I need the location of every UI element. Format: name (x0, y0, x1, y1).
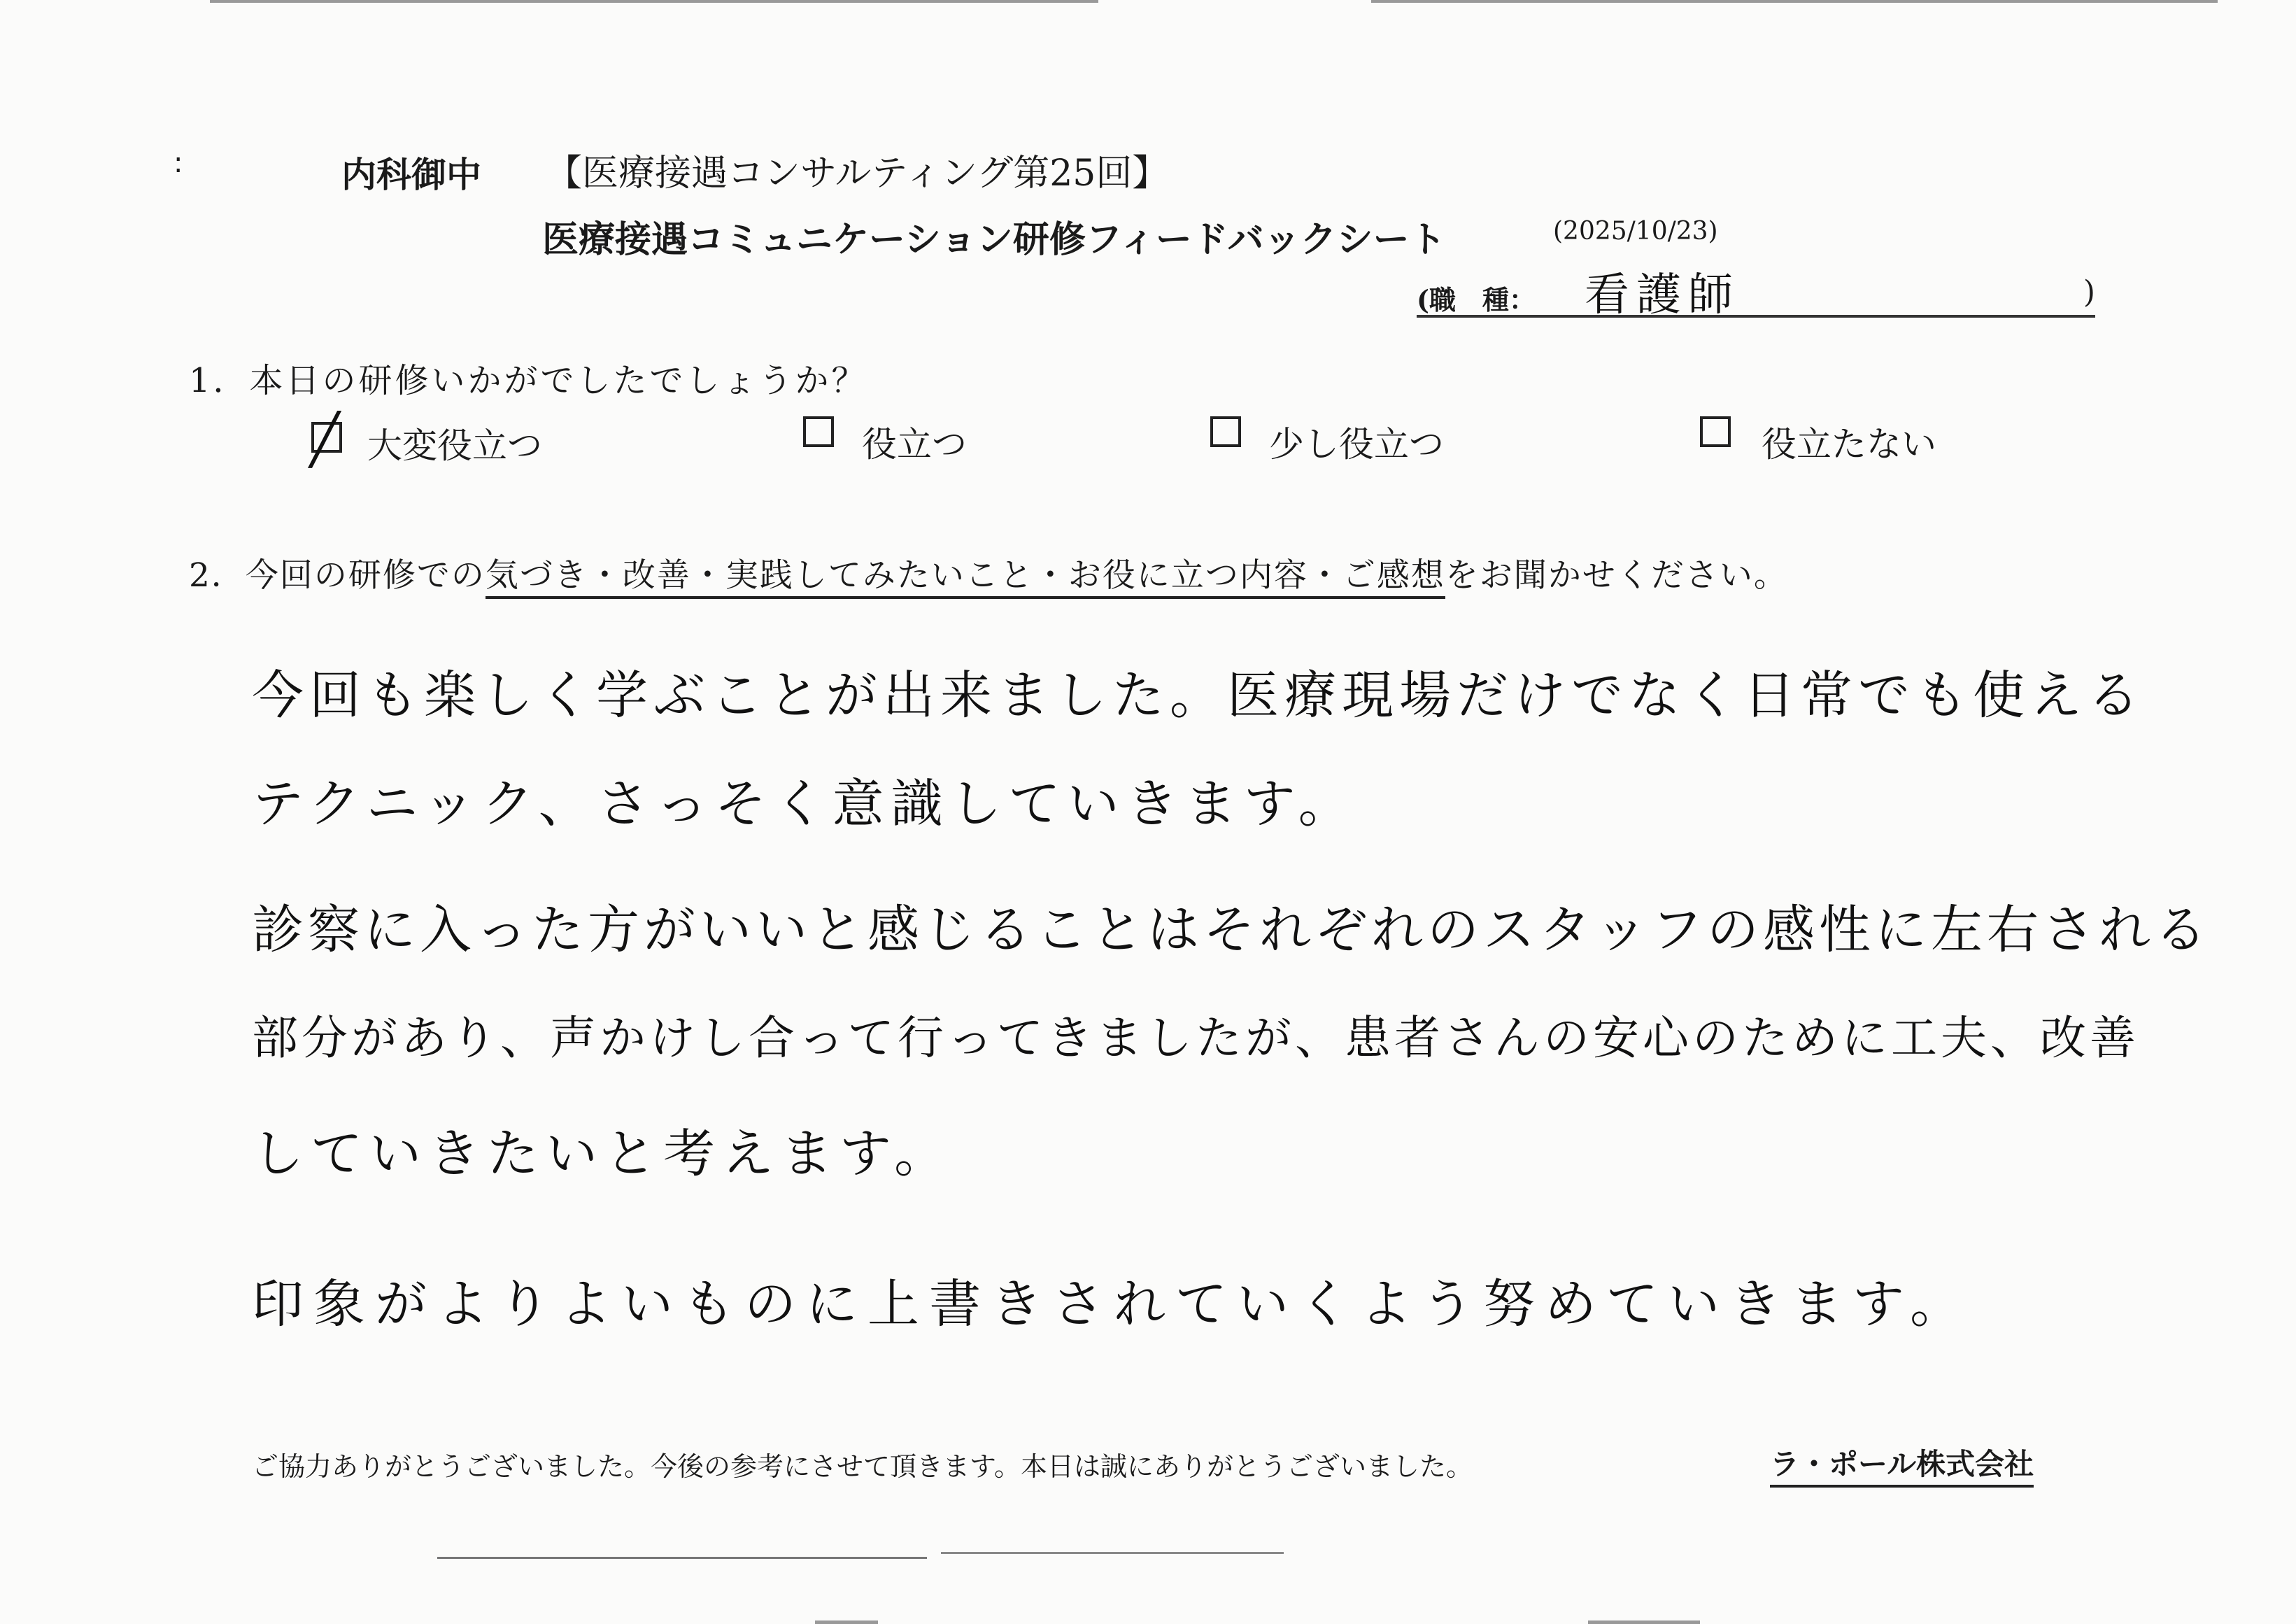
bottom-rule-right (941, 1552, 1284, 1554)
bottom-rule-left (437, 1557, 927, 1559)
company-name: ラ・ポール株式会社 (1770, 1441, 2034, 1488)
sheet-date: (2025/10/23) (1553, 217, 1718, 246)
q2-prefix: 2．今回の研修での (189, 556, 486, 595)
bottom-scan-mark-2 (1588, 1621, 1700, 1624)
series-title: 【医療接遇コンサルティング第25回】 (546, 153, 1169, 195)
check-mark-icon: ╱ (310, 411, 340, 468)
answer-line-2: テクニック、さっそく意識していきます。 (252, 774, 1357, 834)
answer-line-1: 今回も楽しく学ぶことが出来ました。医療現場だけでなく日常でも使える (252, 665, 2145, 726)
job-value: 看護師 (1585, 269, 1740, 321)
top-scan-line-left (210, 0, 1098, 3)
addressee: 内科御中 (341, 154, 481, 195)
q1-option-label: 役立つ (862, 424, 967, 465)
checkbox[interactable] (803, 416, 834, 447)
q1-option-label: 役立たない (1762, 424, 1936, 465)
job-close: ) (2083, 274, 2095, 310)
checkbox[interactable] (1210, 416, 1241, 447)
answer-line-5: していきたいと考えます。 (252, 1124, 954, 1184)
job-field (1417, 266, 2095, 321)
q1-option-label: 少し役立つ (1269, 424, 1444, 465)
q2-suffix: をお聞かせください。 (1445, 556, 1788, 595)
margin-mark: : (173, 147, 183, 179)
sheet-title: 医療接遇コミュニケーション研修フィードバックシート (542, 218, 1446, 261)
q1-question: 1．本日の研修いかがでしたでしょうか？ (189, 361, 868, 400)
answer-line-4: 部分があり、声かけし合って行ってきましたが、患者さんの安心のために工夫、改善 (252, 1011, 2139, 1065)
checkbox[interactable] (1700, 416, 1731, 447)
answer-line-3: 診察に入った方がいいと感じることはそれぞれのスタッフの感性に左右される (252, 900, 2211, 960)
answer-line-6: 印象がよりよいものに上書きされていくよう努めていきます。 (252, 1274, 1972, 1334)
footer-thanks: ご協力ありがとうございました。今後の参考にさせて頂きます。本日は誠にありがとうございました。 (252, 1451, 1473, 1482)
q2-keywords: 気づき・改善・実践してみたいこと・お役に立つ内容・ご感想 (486, 556, 1445, 599)
top-scan-line-right (1371, 0, 2218, 3)
checkbox-checked[interactable] (310, 411, 342, 468)
bottom-scan-mark-1 (815, 1621, 878, 1624)
q1-option-label: 大変役立つ (367, 425, 542, 466)
job-label: (職 種： (1417, 284, 1536, 316)
q2-question (189, 549, 1788, 596)
